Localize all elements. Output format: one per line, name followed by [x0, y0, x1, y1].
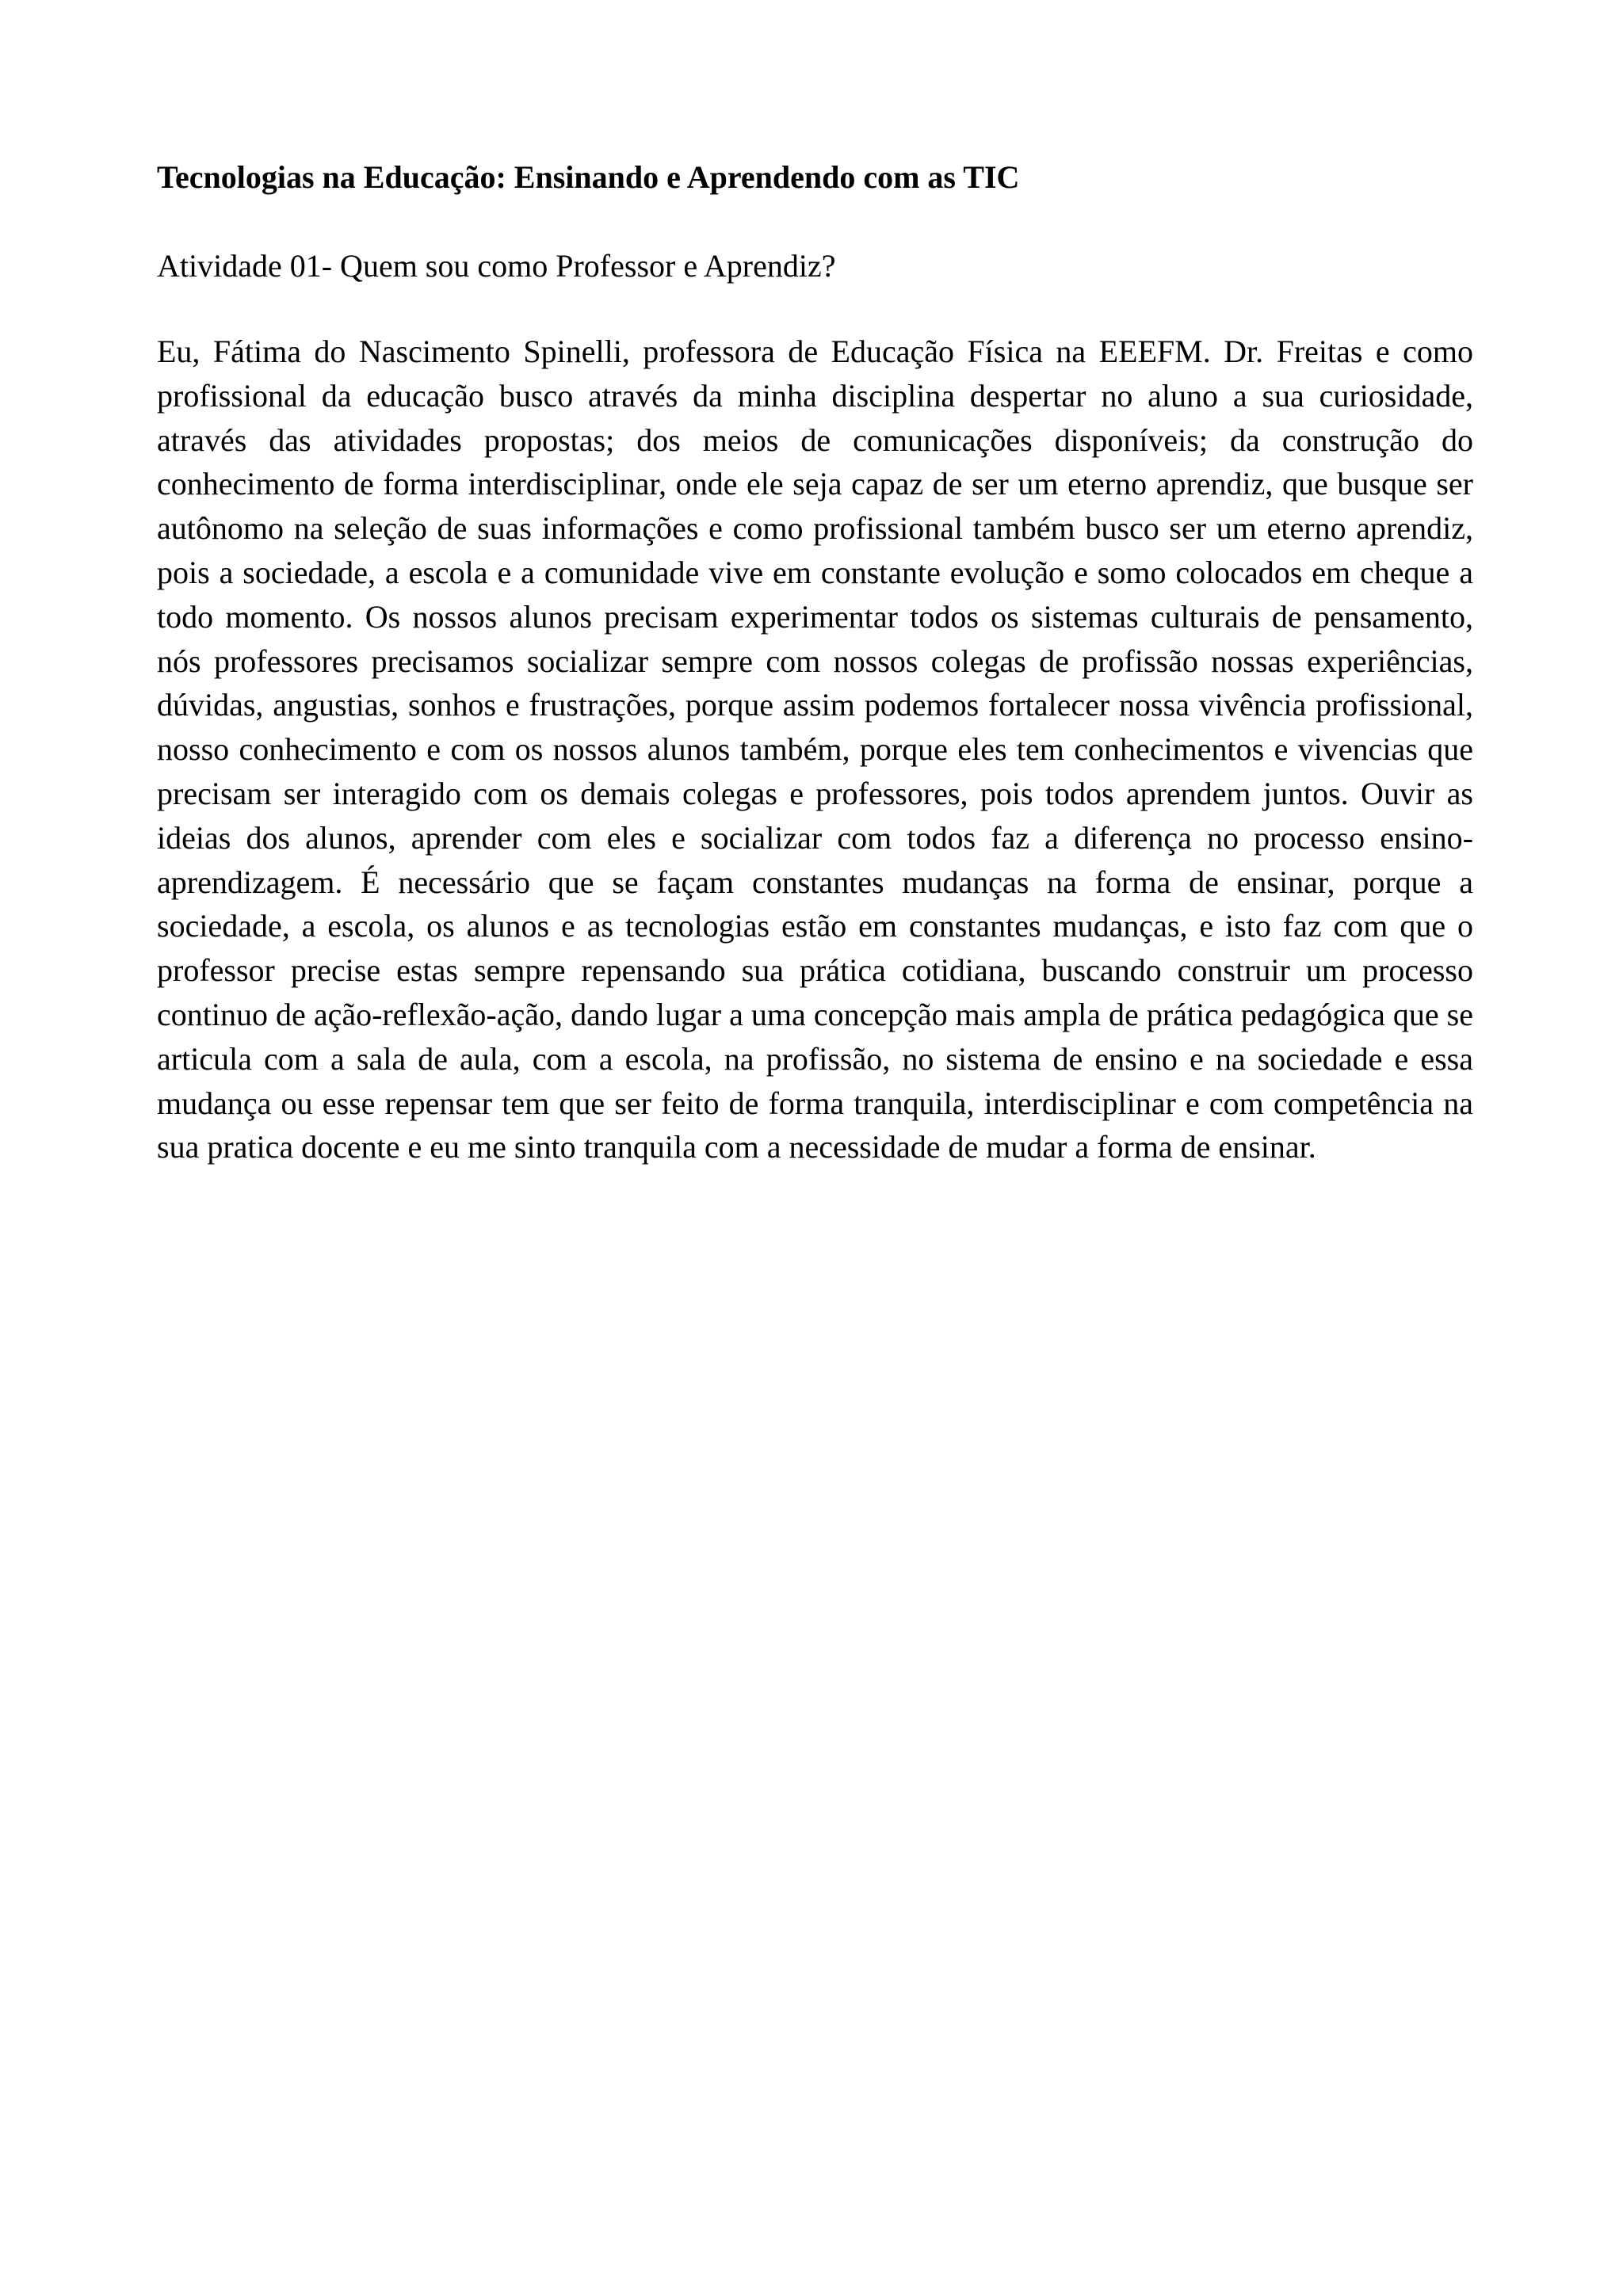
body-paragraph: Eu, Fátima do Nascimento Spinelli, professora de Educação Física na EEEFM. Dr. Freitas e como profissional da educação busco através da minha disciplina despertar no aluno a sua curiosidade, através das atividades propostas; dos meios de comunicações disponíveis; da construção do conhecimento de forma interdisciplinar, onde ele seja capaz de ser um eterno aprendiz, que busque ser autônomo na seleção de suas informações e como profissional também busco ser um eterno aprendiz, pois a sociedade, a escola e a comunidade vive em constante evolução e somo colocados em cheque a todo momento. Os nossos alunos precisam experimentar todos os sistemas culturais de pensamento, nós professores precisamos socializar sempre com nossos colegas de profissão nossas experiências, dúvidas, angustias, sonhos e frustrações, porque assim podemos fortalecer nossa vivência profissional, nosso conhecimento e com os nossos alunos também, porque eles tem conhecimentos e vivencias que precisam ser interagido com os demais colegas e professores, pois todos aprendem juntos. Ouvir as ideias dos alunos, aprender com eles e socializar com todos faz a diferença no processo ensino-aprendizagem. É necessário que se façam constantes mudanças na forma de ensinar, porque a sociedade, a escola, os alunos e as tecnologias estão em constantes mudanças, e isto faz com que o professor precise estas sempre repensando sua prática cotidiana, buscando construir um processo continuo de ação-reflexão-ação, dando lugar a uma concepção mais ampla de prática pedagógica que se articula com a sala de aula, com a escola, na profissão, no sistema de ensino e na sociedade e essa mudança ou esse repensar tem que ser feito de forma tranquila, interdisciplinar e com competência na sua pratica docente e eu me sinto tranquila com a necessidade de mudar a forma de ensinar.	[157, 334, 1473, 1165]
document-title: Tecnologias na Educação: Ensinando e Aprendendo com as TIC	[157, 159, 1020, 195]
document-content	[157, 155, 1473, 1169]
activity-heading: Atividade 01- Quem sou como Professor e Aprendiz?	[157, 248, 836, 284]
